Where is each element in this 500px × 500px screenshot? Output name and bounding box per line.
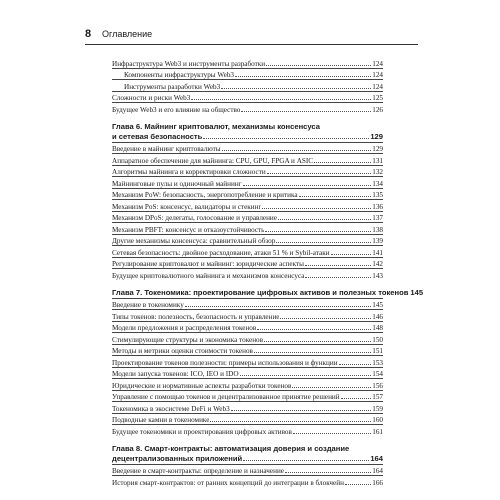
entry-page: 148 xyxy=(372,324,383,332)
entry-title: Механизм PoW: безопасность, энергопотребление и критика xyxy=(112,191,298,199)
entry-title: Стимулирующие структуры и экономика токенов xyxy=(112,335,264,344)
entry-title: Механизм PoS: консенсус, валидаторы и стекинг xyxy=(112,202,262,211)
entry-title: Механизм PBFT: консенсус и отказоустойчивость xyxy=(112,225,265,234)
running-header xyxy=(85,28,418,45)
toc-entry[interactable] xyxy=(112,212,383,224)
entry-page: 166 xyxy=(372,478,383,487)
entry-title: Введение в майнинг криптовалюты xyxy=(112,145,221,153)
entry-page: 143 xyxy=(372,271,383,280)
entry-page: 156 xyxy=(372,381,383,390)
toc-entry[interactable]: Инструменты разработки Web3 124 xyxy=(112,80,383,92)
toc-entry[interactable] xyxy=(112,166,383,178)
entry-page: 154 xyxy=(372,370,383,378)
toc-entry[interactable] xyxy=(112,414,383,426)
entry-page: 150 xyxy=(372,335,383,344)
entry-page: 159 xyxy=(372,404,383,413)
chapter-6-heading[interactable]: Глава 6. Майнинг криптовалют, механизмы консенсуса и сетевая безопасность 129 xyxy=(112,121,383,141)
entry-title: Токеномика в экосистеме DeFi и Web3 xyxy=(112,404,230,413)
entry-title: Юридические и нормативные аспекты разработки токенов xyxy=(112,381,292,390)
toc-entry[interactable] xyxy=(112,345,383,357)
toc-entry[interactable]: Сложности и риски Web3 125 xyxy=(112,92,383,104)
page-number: 8 xyxy=(85,28,92,40)
entry-title: Алгоритмы майнинга и корректировки сложности xyxy=(112,168,266,176)
toc-entry[interactable] xyxy=(112,258,383,270)
entry-title: Типы токенов: полезность, безопасность и управление xyxy=(112,312,280,321)
entry-page: 145 xyxy=(372,301,383,309)
entry-page: 146 xyxy=(372,312,383,321)
toc-entry[interactable] xyxy=(112,322,383,334)
toc-entry[interactable] xyxy=(112,299,383,311)
toc-entry[interactable] xyxy=(112,154,383,166)
entry-page: 164 xyxy=(372,467,383,475)
entry-title: Механизм DPoS: делегаты, голосование и управление xyxy=(112,214,277,222)
toc-entry[interactable] xyxy=(112,356,383,368)
toc-entry[interactable] xyxy=(112,269,383,280)
entry-title: Подводные камни в токеномике xyxy=(112,416,210,424)
entry-title: Майнинговые пулы и одиночный майнинг xyxy=(112,179,242,188)
entry-page: 142 xyxy=(372,260,383,268)
entry-page: 157 xyxy=(372,393,383,401)
toc-entry[interactable] xyxy=(112,310,383,322)
toc-entry[interactable] xyxy=(112,425,383,436)
chapter-7-entries xyxy=(112,299,383,436)
entry-title: Проектирование токенов полезности: примеры использования и функции xyxy=(112,358,338,367)
chapter-8-entries xyxy=(112,465,383,487)
toc-entry[interactable] xyxy=(112,368,383,380)
entry-page: 134 xyxy=(372,179,383,188)
entry-page: 141 xyxy=(372,248,383,257)
entry-page: 135 xyxy=(372,191,383,199)
toc-entry[interactable] xyxy=(112,223,383,235)
entry-page: 139 xyxy=(372,237,383,245)
toc-entry[interactable] xyxy=(112,391,383,403)
chapter-8-heading[interactable]: Глава 8. Смарт-контракты: автоматизация доверия и создание децентрализованных приложений 164 xyxy=(112,443,383,463)
toc-entry[interactable] xyxy=(112,379,383,391)
toc-entry[interactable] xyxy=(112,189,383,201)
entry-page: 137 xyxy=(372,214,383,222)
entry-page: 131 xyxy=(372,156,383,165)
entry-title: Будущее криптовалютного майнинга и механизмов консенсуса xyxy=(112,271,305,280)
chapter-7-heading[interactable]: Глава 7. Токеномика: проектирование цифровых активов и полезных токенов 145 xyxy=(112,287,424,297)
table-of-contents xyxy=(112,57,424,487)
entry-page: 136 xyxy=(372,202,383,211)
entry-title: Будущее токеномики и проектирования цифровых активов xyxy=(112,427,292,436)
entry-title: Управление с помощью токенов и децентрализованное принятие решений xyxy=(112,393,340,401)
toc-entry[interactable] xyxy=(112,143,383,155)
entry-title: Введение в смарт-контракты: определение и назначение xyxy=(112,467,284,475)
toc-entry[interactable]: Будущее Web3 и его влияние на общество 126 xyxy=(112,105,383,114)
chapter-6-entries xyxy=(112,143,383,280)
entry-title: Модели запуска токенов: ICO, IEO и IDO xyxy=(112,370,239,378)
entry-page: 151 xyxy=(372,347,383,355)
top-entries xyxy=(112,57,383,114)
entry-title: Введение в токеномику xyxy=(112,301,184,309)
entry-title: История смарт-контрактов: от ранних концепций до интеграции в блокчейн xyxy=(112,478,344,487)
entry-page: 132 xyxy=(372,168,383,176)
entry-page: 160 xyxy=(372,416,383,424)
toc-entry[interactable]: Компоненты инфраструктуры Web3 124 xyxy=(112,69,383,81)
entry-title: Другие механизмы консенсуса: сравнительный обзор xyxy=(112,237,276,245)
entry-page: 138 xyxy=(372,225,383,234)
toc-entry[interactable] xyxy=(112,235,383,247)
toc-entry[interactable]: Инфраструктура Web3 и инструменты разработки 124 xyxy=(112,57,383,69)
toc-entry[interactable] xyxy=(112,465,383,477)
entry-page: 129 xyxy=(372,145,383,153)
toc-entry[interactable] xyxy=(112,333,383,345)
toc-entry[interactable] xyxy=(112,246,383,258)
entry-page: 161 xyxy=(372,427,383,436)
running-title: Оглавление xyxy=(102,29,153,39)
toc-entry[interactable] xyxy=(112,476,383,487)
entry-title: Модели предложения и распределения токенов xyxy=(112,324,257,332)
toc-entry[interactable] xyxy=(112,177,383,189)
entry-title: Методы и метрики оценки стоимости токенов xyxy=(112,347,253,355)
entry-page: 153 xyxy=(372,358,383,367)
entry-title: Аппаратное обеспечение для майнинга: CPU, GPU, FPGA и ASIC xyxy=(112,156,314,165)
toc-entry[interactable] xyxy=(112,200,383,212)
entry-title: Сетевая безопасность: двойное расходование, атаки 51 % и Sybil-атаки xyxy=(112,248,330,257)
entry-title: Регулирование криптовалют и майнинг: юридические аспекты xyxy=(112,260,304,268)
toc-entry[interactable] xyxy=(112,402,383,414)
